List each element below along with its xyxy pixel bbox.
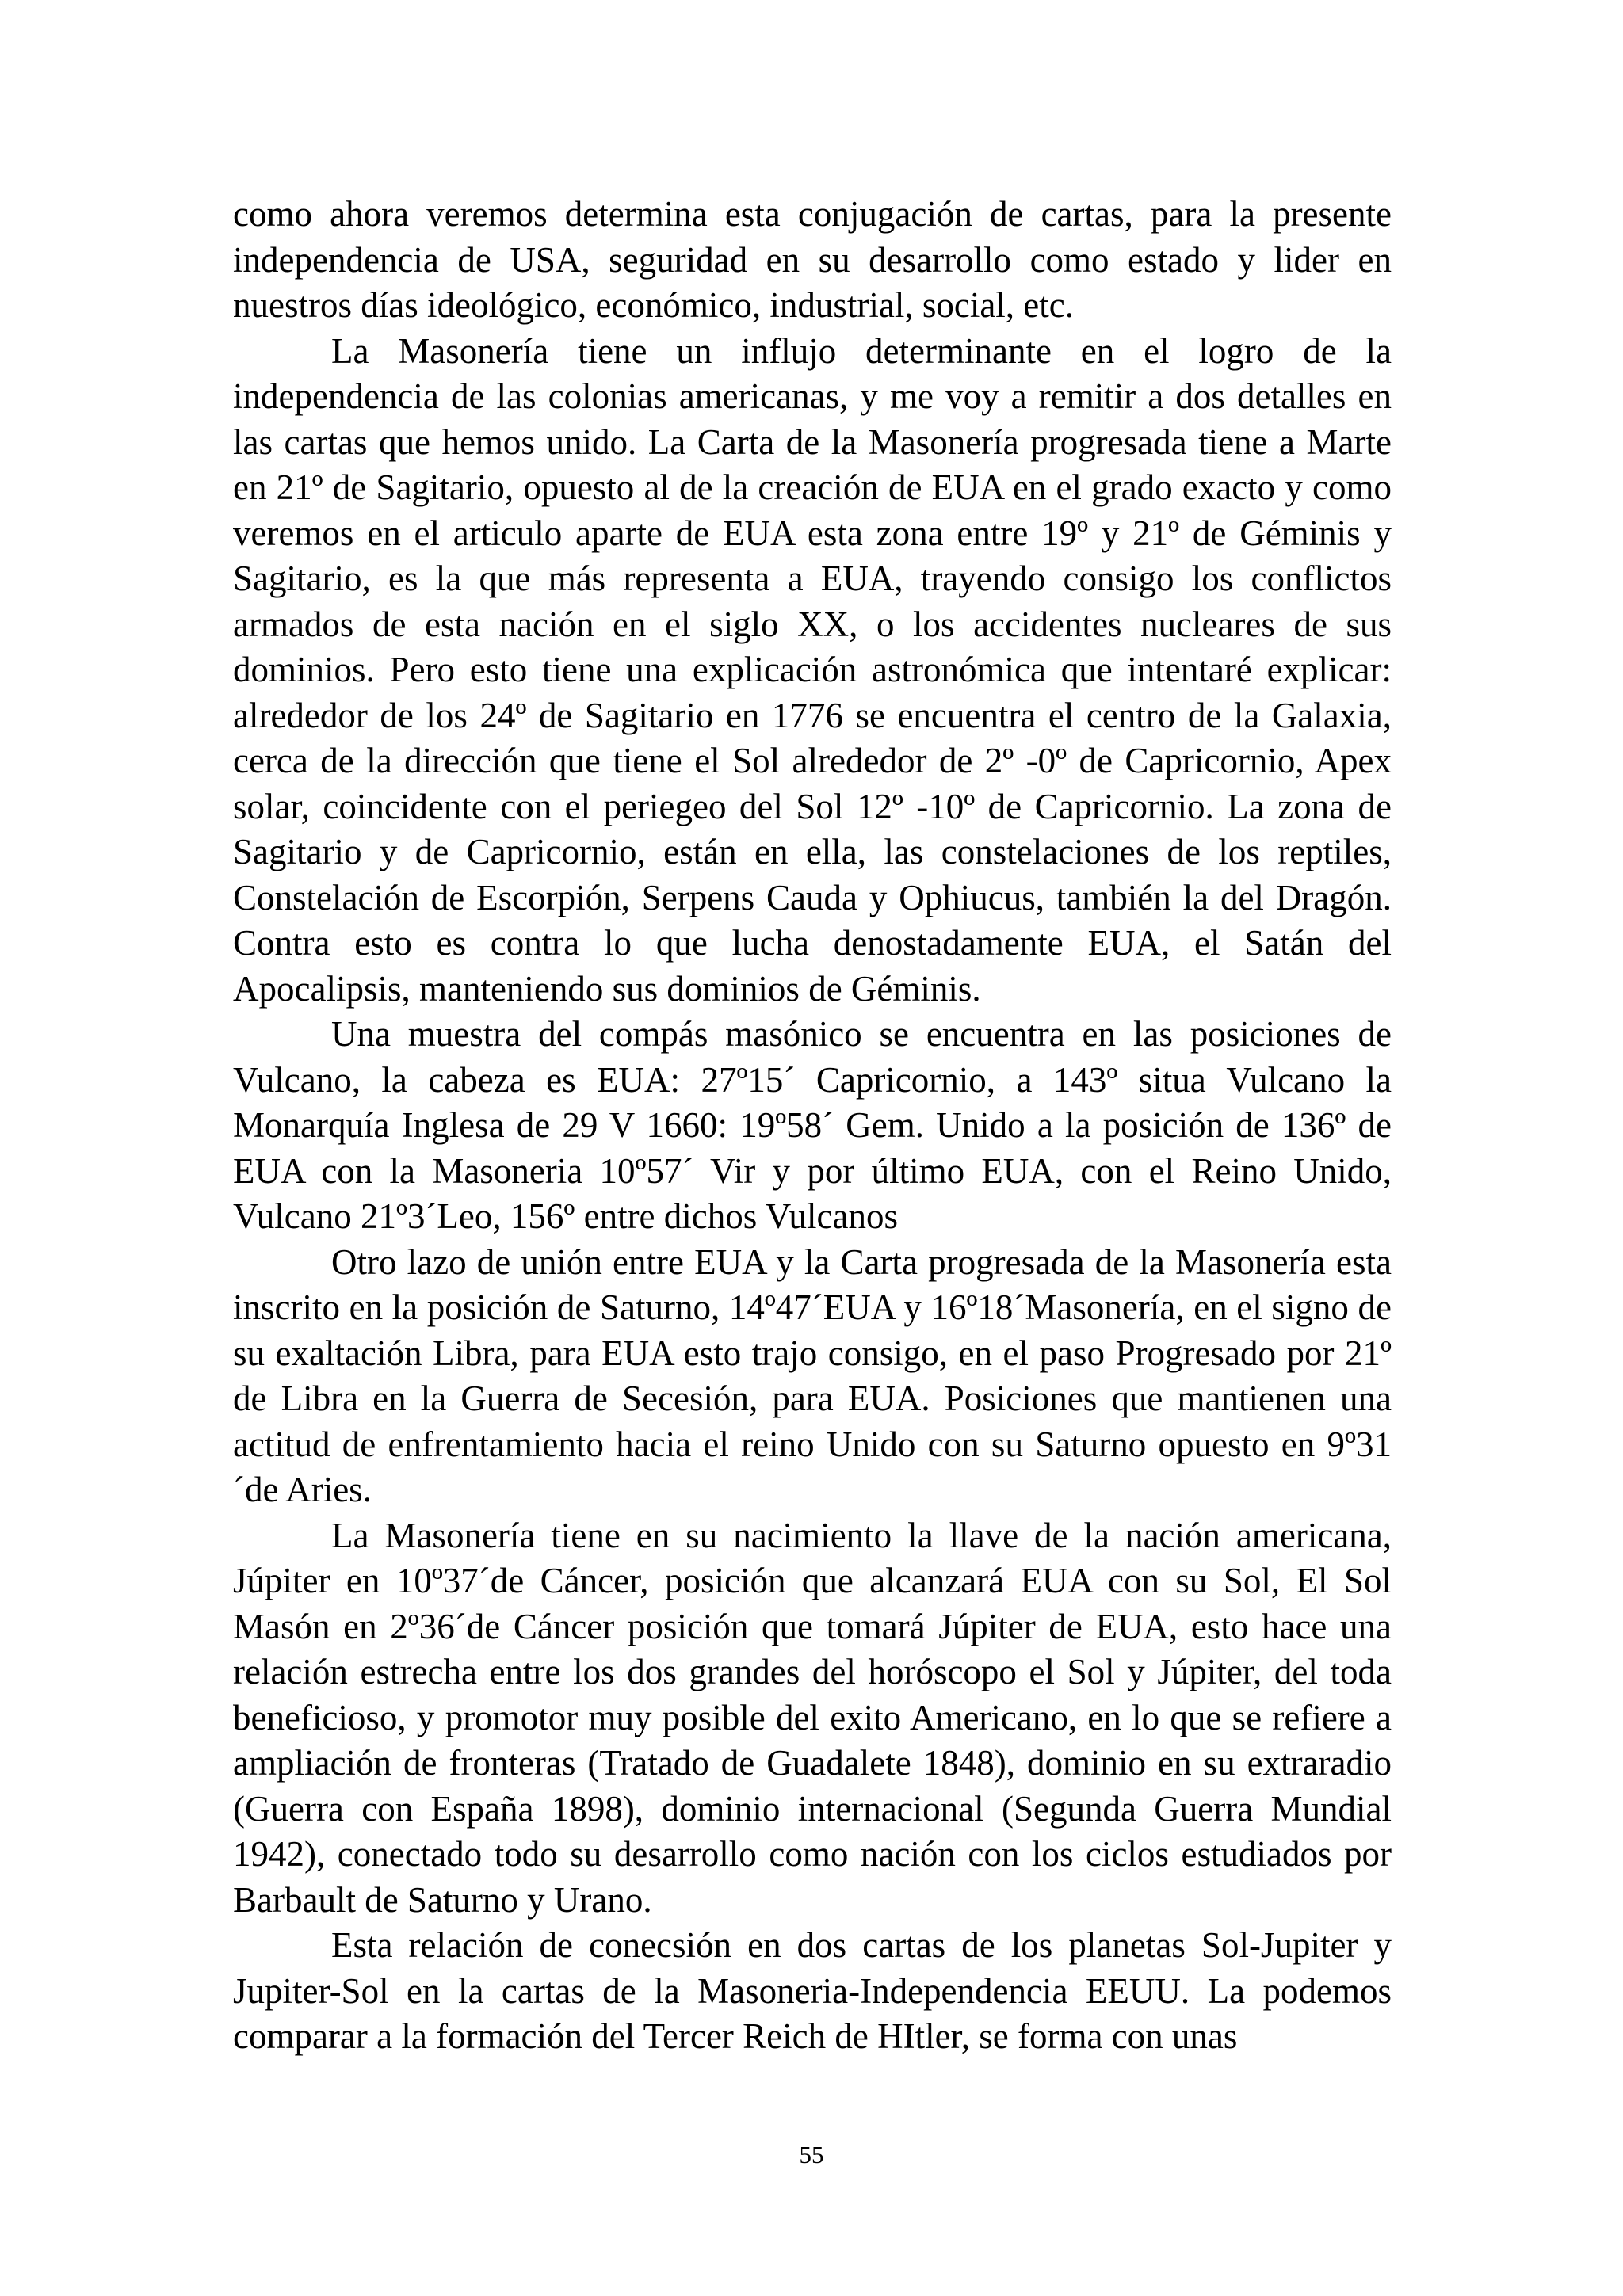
body-text	[233, 192, 1392, 2060]
paragraph-2: La Masonería tiene un influjo determinante en el logro de la independencia de las colonias americanas, y me voy a remitir a dos detalles en las cartas que hemos unido. La Carta de la Masonería progresada tiene a Marte en 21º de Sagitario, opuesto al de la creación de EUA en el grado exacto y como veremos en el articulo aparte de EUA esta zona entre 19º y 21º de Géminis y Sagitario, es la que más representa a EUA, trayendo consigo los conflictos armados de esta nación en el siglo XX, o los accidentes nucleares de sus dominios. Pero esto tiene una explicación astronómica que intentaré explicar: alrededor de los 24º de Sagitario en 1776 se encuentra el centro de la Galaxia, cerca de la dirección que tiene el Sol alrededor de 2º -0º de Capricornio, Apex solar, coincidente con el periegeo del Sol 12º -10º de Capricornio. La zona de Sagitario y de Capricornio, están en ella, las constelaciones de los reptiles, Constelación de Escorpión, Serpens Cauda y Ophiucus, también la del Dragón. Contra esto es contra lo que lucha denostadamente EUA, el Satán del Apocalipsis, manteniendo sus dominios de Géminis.	[233, 330, 1392, 1009]
paragraph-4: Otro lazo de unión entre EUA y la Carta progresada de la Masonería esta inscrito en la posición de Saturno, 14º47´EUA y 16º18´Masonería, en el signo de su exaltación Libra, para EUA esto trajo consigo, en el paso Progresado por 21º de Libra en la Guerra de Secesión, para EUA. Posiciones que mantienen una actitud de enfrentamiento hacia el reino Unido con su Saturno opuesto en 9º31´de Aries.	[233, 1241, 1392, 1509]
paragraph-5: La Masonería tiene en su nacimiento la llave de la nación americana, Júpiter en 10º37´de Cáncer, posición que alcanzará EUA con su Sol, El Sol Masón en 2º36´de Cáncer posición que tomará Júpiter de EUA, esto hace una relación estrecha entre los dos grandes del horóscopo el Sol y Júpiter, del toda beneficioso, y promotor muy posible del exito Americano, en lo que se refiere a ampliación de fronteras (Tratado de Guadalete 1848), dominio en su extraradio (Guerra con España 1898), dominio internacional (Segunda Guerra Mundial 1942), conectado todo su desarrollo como nación con los ciclos estudiados por Barbault de Saturno y Urano.	[233, 1515, 1392, 1920]
paragraph-6: Esta relación de conecsión en dos cartas de los planetas Sol-Jupiter y Jupiter-Sol en la cartas de la Masoneria-Independencia EEUU. La podemos comparar a la formación del Tercer Reich de HItler, se forma con unas	[233, 1925, 1392, 2056]
paragraph-3: Una muestra del compás masónico se encuentra en las posiciones de Vulcano, la cabeza es EUA: 27º15´ Capricornio, a 143º situa Vulcano la Monarquía Inglesa de 29 V 1660: 19º58´ Gem. Unido a la posición de 136º de EUA con la Masoneria 10º57´ Vir y por último EUA, con el Reino Unido, Vulcano 21º3´Leo, 156º entre dichos Vulcanos	[233, 1014, 1392, 1236]
page-number: 55	[799, 2141, 824, 2168]
paragraph-1: como ahora veremos determina esta conjugación de cartas, para la presente independencia de USA, seguridad en su desarrollo como estado y lider en nuestros días ideológico, económico, industrial, social, etc.	[233, 194, 1392, 325]
